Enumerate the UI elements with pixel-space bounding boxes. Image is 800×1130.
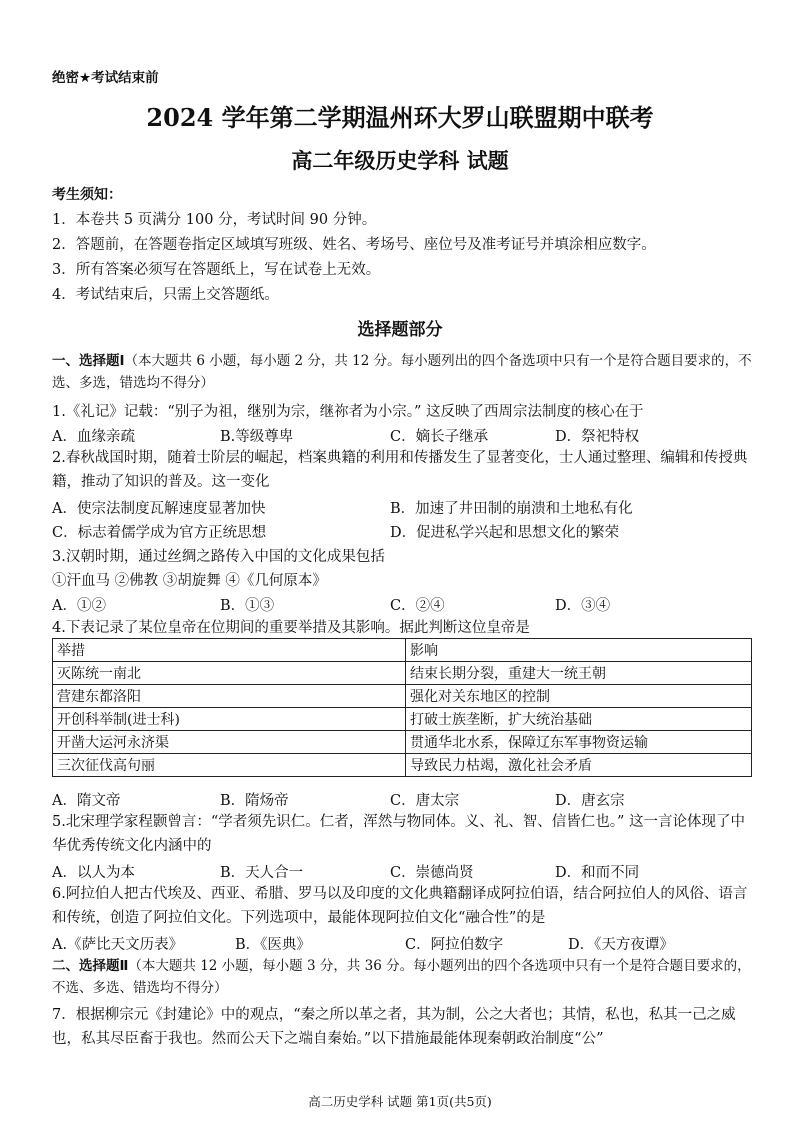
question-6-stem: 6.阿拉伯人把古代埃及、西亚、希腊、罗马以及印度的文化典籍翻译成阿拉伯语，结合阿拉伯人的风俗、语言和传统，创造了阿拉伯文化。下列选项中，最能体现阿拉伯文化“融合性”的是 (52, 886, 748, 926)
table-cell: 结束长期分裂，重建大一统王朝 (406, 662, 752, 685)
q3-option-b: B．①③ (220, 598, 275, 614)
q3-option-a: A．①② (52, 598, 106, 614)
q6-option-d: D．《天方夜谭》 (568, 937, 674, 953)
question-2-stem: 2.春秋战国时期，随着士阶层的崛起，档案典籍的利用和传播发生了显著变化，士人通过整理、编辑和传授典籍，推动了知识的普及。这一变化 (52, 450, 748, 490)
q2-option-c: C．标志着儒学成为官方正统思想 (52, 525, 267, 541)
q4-option-d: D．唐玄宗 (555, 793, 625, 809)
table-row (53, 754, 752, 777)
part1-label: 一、选择题Ⅰ (52, 353, 125, 369)
q4-option-b: B．隋炀帝 (220, 793, 289, 809)
table-header-cell: 举措 (53, 639, 406, 662)
q5-option-c: C．崇德尚贤 (390, 865, 474, 881)
q3-option-c: C．②④ (390, 598, 445, 614)
q3-option-d: D．③④ (555, 598, 611, 614)
part2-header (52, 955, 752, 999)
q1-option-d: D．祭祀特权 (555, 429, 640, 445)
page-footer: 高二历史学科 试题 第1页(共5页) (308, 1094, 492, 1109)
question-4-stem: 4.下表记录了某位皇帝在位期间的重要举措及其影响。据此判断这位皇帝是 (52, 620, 530, 636)
table-cell: 三次征伐高句丽 (53, 754, 406, 777)
q1-option-b: B.等级尊卑 (220, 429, 294, 445)
section-title: 选择题部分 (357, 320, 443, 340)
exam-subtitle: 高二年级历史学科 试题 (291, 149, 509, 173)
part2-label: 二、选择题Ⅱ (52, 958, 129, 974)
q2-option-b: B．加速了井田制的崩溃和土地私有化 (390, 501, 633, 517)
q2-option-a: A．使宗法制度瓦解速度显著加快 (52, 501, 266, 517)
table-row (53, 708, 752, 731)
question-7-stem: 7．根据柳宗元《封建论》中的观点，“秦之所以革之者，其为制，公之大者也；其情，私也，私其一己之威也，私其尽臣畜于我也。然而公天下之端自秦始。”以下措施最能体现秦朝政治制度“公” (52, 1007, 736, 1047)
q6-option-a: A.《萨比天文历表》 (52, 937, 184, 953)
notice-item: 4．考试结束后，只需上交答题纸。 (52, 287, 279, 303)
table-row (53, 662, 752, 685)
q1-option-c: C．嫡长子继承 (390, 429, 489, 445)
table-header-row (53, 639, 752, 662)
part1-header (52, 350, 752, 394)
part1-instruction: （本大题共 6 小题，每小题 2 分，共 12 分。每小题列出的四个备选项中只有一个是符合题目要求的，不选、多选，错选均不得分） (52, 353, 752, 391)
q5-option-d: D．和而不同 (555, 865, 640, 881)
q4-option-c: C．唐太宗 (390, 793, 460, 809)
question-3-stem: 3.汉朝时期，通过丝绸之路传入中国的文化成果包括 (52, 549, 385, 565)
part2-instruction: （本大题共 12 小题，每小题 3 分，共 36 分。每小题列出的四个各选项中只有一个是符合题目要求的，不选、多选、错选均不得分） (52, 958, 751, 996)
table-cell: 开创科举制(进士科) (53, 708, 406, 731)
q2-option-d: D．促进私学兴起和思想文化的繁荣 (390, 525, 620, 541)
q6-option-b: B．《医典》 (235, 937, 311, 953)
table-cell: 强化对关东地区的控制 (406, 685, 752, 708)
table-header-cell: 影响 (406, 639, 752, 662)
notice-item: 2．答题前，在答题卷指定区域填写班级、姓名、考场号、座位号及准考证号并填涂相应数字。 (52, 237, 656, 253)
q5-option-b: B．天人合一 (220, 865, 304, 881)
q5-option-a: A．以人为本 (52, 865, 135, 881)
question-1-stem: 1.《礼记》记载：“别子为祖，继别为宗，继祢者为小宗。” 这反映了西周宗法制度的核心在于 (52, 404, 644, 420)
table-cell: 打破士族垄断，扩大统治基础 (406, 708, 752, 731)
q1-option-a: A．血缘亲疏 (52, 429, 135, 445)
q4-table (52, 638, 752, 777)
question-5-stem: 5.北宋理学家程颢曾言：“学者须先识仁。仁者，浑然与物同体。义、礼、智、信皆仁也。” 这一言论体现了中华优秀传统文化内涵中的 (52, 814, 746, 854)
table-cell: 开凿大运河永济渠 (53, 731, 406, 754)
q3-items: ①汗血马 ②佛教 ③胡旋舞 ④《几何原本》 (52, 573, 327, 589)
table-cell: 导致民力枯竭，激化社会矛盾 (406, 754, 752, 777)
notice-item: 1．本卷共 5 页满分 100 分，考试时间 90 分钟。 (52, 212, 377, 228)
q6-option-c: C．阿拉伯数字 (405, 937, 504, 953)
table-cell: 灭陈统一南北 (53, 662, 406, 685)
exam-title: 2024 学年第二学期温州环大罗山联盟期中联考 (146, 103, 654, 132)
table-cell: 贯通华北水系，保障辽东军事物资运输 (406, 731, 752, 754)
notice-heading: 考生须知： (52, 187, 122, 203)
table-row (53, 731, 752, 754)
secret-label: 绝密★考试结束前 (52, 70, 159, 86)
q4-option-a: A．隋文帝 (52, 793, 121, 809)
table-cell: 营建东都洛阳 (53, 685, 406, 708)
table-row (53, 685, 752, 708)
notice-item: 3．所有答案必须写在答题纸上，写在试卷上无效。 (52, 262, 381, 278)
